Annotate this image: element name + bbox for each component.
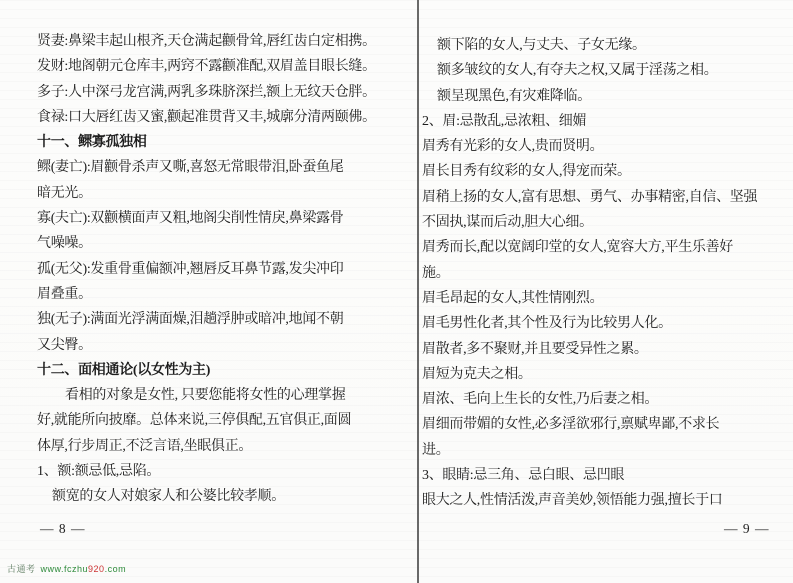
text-line: 贤妻:鼻梁丰起山根齐,天仓满起颧骨耸,唇红齿白定相携。 (37, 34, 376, 49)
text-line: 独(无子):满面光浮满面燥,泪趟浮肿或暗冲,地闻不朝 (37, 312, 344, 328)
text-line: 食禄:口大唇红齿又蜜,颧起准贯背又丰,城廓分清两颐佛。 (37, 109, 376, 125)
page-divider-line (417, 0, 419, 583)
text-line: 眉散者,多不聚财,并且要受异性之累。 (422, 341, 648, 357)
text-line: 看相的对象是女性, 只要您能将女性的心理掌握 (65, 388, 346, 404)
text-line: 十二、面相通论(以女性为主) (37, 362, 211, 378)
text-line: 额呈现黑色,有灾难降临。 (437, 88, 591, 104)
text-line: 眉短为克夫之相。 (422, 366, 532, 382)
watermark (7, 562, 126, 575)
text-line: 额宽的女人对娘家人和公婆比较孝顺。 (52, 489, 285, 505)
watermark-url-suffix: .com (104, 564, 127, 574)
text-line: 进。 (422, 442, 450, 458)
text-line: 额下陷的女人,与丈夫、子女无缘。 (437, 38, 646, 53)
text-line: 多子:人中深弓龙宫满,两乳多珠脐深拦,额上无纹天仓胖。 (37, 84, 376, 100)
text-line: 眉长目秀有纹彩的女人,得宠而荣。 (422, 164, 631, 180)
text-line: 气噪噪。 (37, 236, 92, 252)
text-line: 不固执,谋而后动,胆大心细。 (422, 215, 593, 231)
text-line: 眉细而带媚的女性,必多淫欲邪行,禀赋卑鄙,不求长 (422, 417, 720, 433)
text-line: 施。 (422, 265, 450, 281)
text-line: 眉秀而长,配以宽阔印堂的女人,宽容大方,平生乐善好 (422, 240, 733, 256)
left-page-text-column (37, 29, 403, 510)
text-line: 孤(无父):发重骨重偏额冲,翘唇反耳鼻节露,发尖冲印 (37, 261, 344, 277)
text-line: 3、眼睛:忌三角、忌白眼、忌凹眼 (422, 468, 625, 484)
text-line: 暗无光。 (37, 185, 92, 201)
text-line: 2、眉:忌散乱,忌浓粗、细媚 (422, 113, 587, 129)
text-line: 眉秀有光彩的女人,贵而贤明。 (422, 139, 604, 155)
text-line: 额多皱纹的女人,有夺夫之权,又属于淫荡之相。 (437, 63, 718, 79)
text-line: 眉毛男性化者,其个性及行为比较男人化。 (422, 316, 672, 332)
text-line: 十一、鳏寡孤独相 (37, 135, 147, 151)
text-line: 眉稍上扬的女人,富有思想、勇气、办事精密,自信、坚强 (422, 189, 758, 205)
watermark-url-prefix: www.fczhu (40, 564, 89, 574)
text-line: 眉毛昂起的女人,其性情刚烈。 (422, 290, 604, 306)
text-line: 体厚,行步周正,不泛言语,坐眠俱正。 (37, 438, 253, 454)
page-number-right: — 9 — (724, 521, 770, 536)
text-line: 眉浓、毛向上生长的女性,乃后妻之相。 (422, 392, 659, 408)
text-line: 发财:地阁朝元仓库丰,两窍不露颧准配,双眉盖目眼长缝。 (37, 59, 376, 75)
text-line: 1、额:额忌低,忌陷。 (37, 464, 161, 480)
text-line: 鳏(妻亡):眉颧骨杀声又嘶,喜怒无常眼带泪,卧蚕鱼尾 (37, 160, 344, 176)
text-line: 又尖臀。 (37, 337, 92, 353)
watermark-url-number: 920 (88, 564, 105, 574)
page-number-left: — 8 — (40, 521, 86, 536)
text-line: 好,就能所向披靡。总体来说,三停俱配,五官俱正,面圆 (37, 413, 352, 429)
text-line: 眉叠重。 (37, 286, 92, 302)
text-line: 眼大之人,性情活泼,声音美妙,领悟能力强,擅长于口 (422, 493, 723, 509)
right-page-text-column (422, 33, 790, 514)
text-line: 寡(夫亡):双颧横面声又粗,地阁尖削性情戾,鼻梁露骨 (37, 211, 344, 227)
watermark-site-name: 古通考 (7, 564, 36, 574)
